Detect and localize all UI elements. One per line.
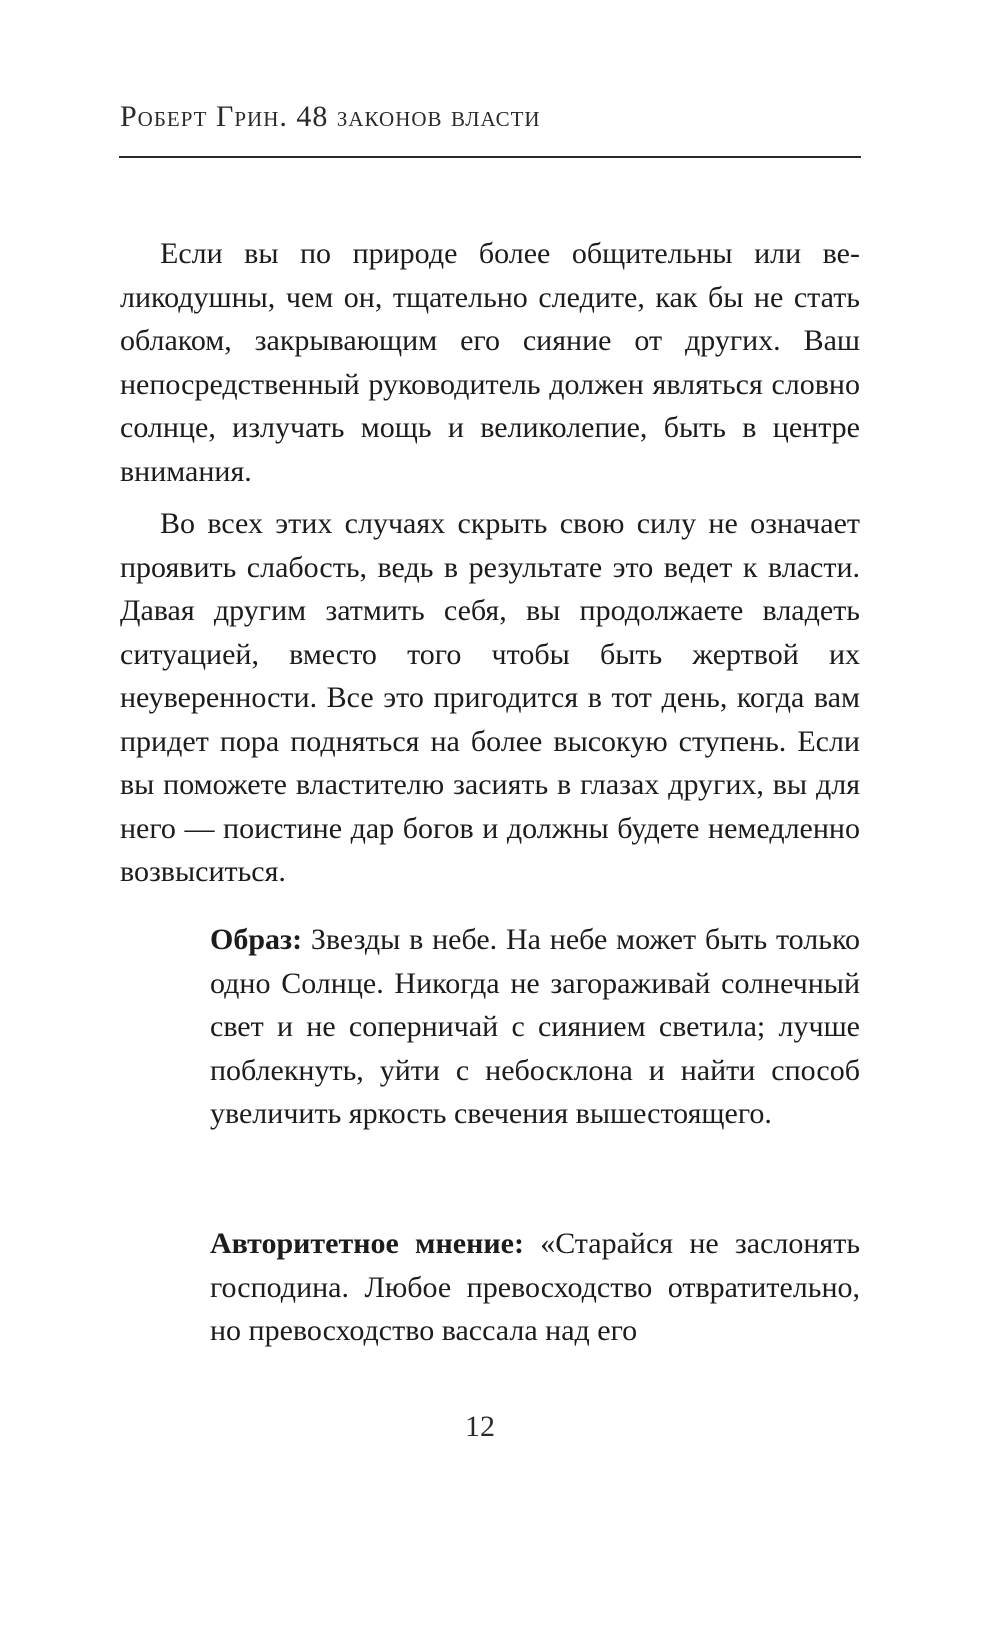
authority-paragraph xyxy=(210,1222,860,1353)
paragraph-2: Во всех этих случаях скрыть свою силу не означает проявить слабость, ведь в результате это ведет к власти. Давая другим затмить себя, вы продолжаете владеть ситуацией, вместо того чтобы быть жертвой их неуверенности. Все это пригодится в тот день, когда вам придет пора подняться на более высокую ступень. Если вы поможете властителю засиять в глазах других, вы для него — поистине дар богов и должны будете немедленно возвыситься. xyxy=(120,507,860,888)
image-block xyxy=(210,918,860,1136)
authority-block xyxy=(210,1222,860,1353)
header-rule xyxy=(119,156,861,158)
image-paragraph xyxy=(210,918,860,1136)
main-text xyxy=(120,232,860,903)
authority-label: Авторитетное мнение: xyxy=(210,1227,524,1260)
page-number: 12 xyxy=(465,1410,495,1443)
paragraph-1: Если вы по природе более общительны или великодушны, чем он, тщательно следите, как бы не стать облаком, закрывающим его сияние от других. Ваш непосредственный руководитель должен являться словно солнце, излучать мощь и великолепие, быть в центре внимания. xyxy=(120,237,860,488)
running-head xyxy=(120,100,860,134)
image-label: Образ: xyxy=(210,923,303,956)
authority-text: «Старайся не заслонять господина. Любое превосходство отвратительно, но превосходство вассала над его xyxy=(210,1227,861,1347)
header-title: 48 законов власти xyxy=(296,100,541,133)
header-author: Роберт Грин. xyxy=(120,100,288,133)
image-text: Звезды в небе. На небе может быть только одно Солнце. Никогда не загораживай солнечный свет и не соперничай с сиянием светила; лучше поблекнуть, уйти с небосклона и найти способ увеличить яркость свечения вышестоящего. xyxy=(210,923,860,1130)
